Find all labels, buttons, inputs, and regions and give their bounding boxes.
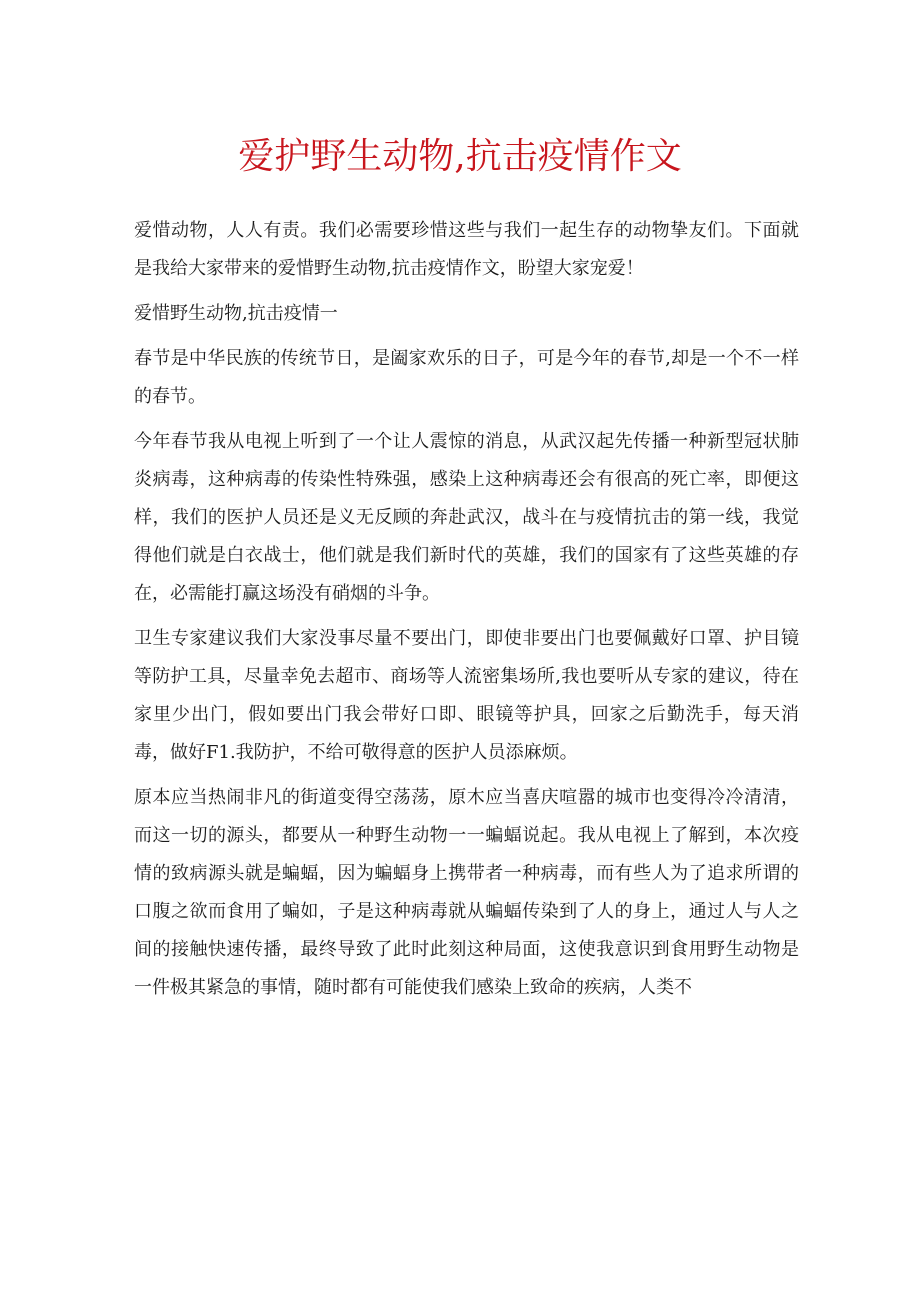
- document-body: [134, 212, 799, 1007]
- paragraph-news: 今年春节我从电视上听到了一个让人震惊的消息，从武汉起先传播一种新型冠状肺炎病毒，这种病毒的传染性特殊强，感染上这种病毒还会有很高的死亡率，即便这样，我们的医护人员还是义无反顾的奔赴武汉，战斗在与疫情抗击的第一线，我觉得他们就是白衣战士，他们就是我们新时代的英雄，我们的国家有了这些英雄的存在，必需能打赢这场没有硝烟的斗争。: [134, 431, 799, 604]
- document-title: 爱护野生动物,抗击疫情作文: [238, 136, 682, 177]
- paragraph-spring-festival: 春节是中华民族的传统节日，是阖家欢乐的日子，可是今年的春节,却是一个不一样的春节。: [134, 348, 799, 407]
- paragraph-bat-origin: 原本应当热闹非凡的街道变得空荡荡，原木应当喜庆喧嚣的城市也变得冷冷清清，而这一切的源头，都要从一种野生动物一一蝙蝠说起。我从电视上了解到，本次疫情的致病源头就是蝙蝠，因为蝙蝠身上携带者一种病毒，而有些人为了追求所谓的口腹之欲而食用了蝙如，子是这种病毒就从蝙蝠传染到了人的身上，通过人与人之间的接触快速传播，最终导致了此时此刻这种局面，这使我意识到食用野生动物是一件极其紧急的事情，随时都有可能使我们感染上致命的疾病，人类不: [134, 787, 799, 998]
- section-heading: 爱惜野生动物,抗击疫情一: [134, 303, 338, 324]
- paragraph-expert-advice: 卫生专家建议我们大家没事尽量不要出门，即使非要出门也要佩戴好口罩、护目镜等防护工具，尽量幸免去超市、商场等人流密集场所,我也要听从专家的建议，待在家里少出门，假如要出门我会带好口即、眼镜等护具，回家之后勤洗手，每天消毒，做好F1.我防护，不给可敬得意的医护人员添麻烦。: [134, 628, 799, 763]
- paragraph-intro: 爱惜动物，人人有责。我们必需要珍惜这些与我们一起生存的动物挚友们。下面就是我给大家带来的爱惜野生动物,抗击疫情作文，盼望大家宠爱！: [134, 220, 799, 279]
